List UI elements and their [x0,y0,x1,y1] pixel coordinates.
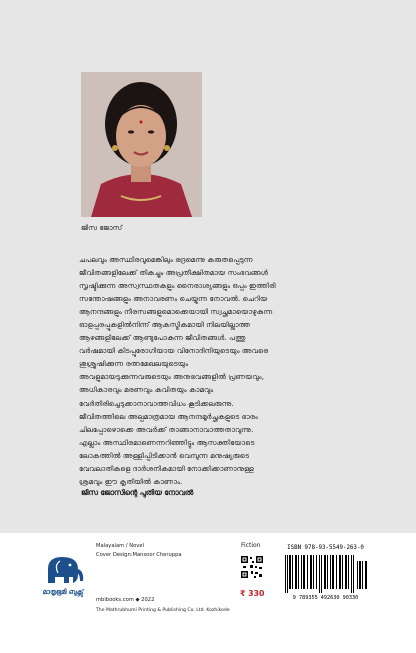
blurb-line: അധികാരവും മരണവും കവിതയും കാമവും [79,385,214,395]
blurb-line: വർഷമായി കിടപ്പുരോഗിയായ വിനോദിനിയുടെയും അവരെ [79,346,269,356]
category-label: Malayalam / Novel [96,543,144,549]
publisher-logo-text: മാതൃഭൂമി ബുക്സ് [42,588,84,596]
website-link[interactable]: mbibooks.com [96,597,134,603]
author-portrait-illustration [81,72,202,217]
elephant-logo-icon [40,553,86,587]
author-photo [81,72,202,217]
blurb-line: വേർതിരിച്ചെടുക്കാനാവാത്തവിധം കൂടിക്കലരുന്നു. [79,398,234,408]
blurb-text [79,253,349,488]
publisher-site [96,597,154,603]
blurb-line: ജീവിതങ്ങളിലേക്ക് തികച്ചും അപ്രതീക്ഷിതമായ സംഭവങ്ങൾ [79,268,268,278]
blurb-line: ചിലപ്പോഴൊക്കെ അവർക്ക് താങ്ങാനാവാത്തതാവുന്നു. [79,424,254,434]
new-novel-tagline: ജിസ ജോസിന്റെ പുതിയ നോവൽ [81,488,194,497]
publisher-name: The Mathrubhumi Printing & Publishing Co. Ltd. Kozhikode [96,608,230,613]
book-meta [96,542,182,560]
cover-footer [0,533,416,653]
publisher-logo [40,553,86,597]
blurb-line: ഓളപ്പരപ്പുകളിൽനിന്ന് ആകസ്മികമായി നിലയില്ലാത്ത [79,320,251,330]
isbn-label: ISBN 978-93-5549-263-0 [283,543,368,554]
blurb-line: അവളുമായടുക്കുന്നവരുടെയും അനുഭവങ്ങളിൽ പ്രണയവും, [79,372,264,382]
blurb-line: ശുശ്രൂഷിക്കുന്ന രത്നമേഖലയുടെയും [79,359,189,369]
blurb-line: ജീവിതത്തിലെ അല്പമാത്രമായ ആനന്ദമൂർച്ഛകളുടെ ഭാരം [79,411,258,421]
blurb-line: വേവലാതികളെ ദാർശനികമായി നോക്കിക്കാണാനുള്ള [79,463,254,473]
publication-year: ◆ 2022 [135,597,155,603]
blurb-line: സൃഷ്ടിക്കുന്ന അസ്വസ്ഥതകളും നൈരാശ്യങ്ങളും ഒപ്പം ഇത്തിരി [79,281,276,291]
price-label: ₹ 330 [240,589,265,598]
barcode-digits: 9 789355 492630 90330 [292,595,359,601]
cover-design-credit: Cover Design:Mansoor Cheruppa [96,552,182,558]
blurb-line: ലോകത്തിൽ അള്ളിപ്പിടിക്കാൻ വെമ്പുന്ന മനുഷ്യരുടെ [79,450,250,460]
blurb-line: എല്ലാം അസ്ഥിരമാണെന്നറിഞ്ഞിട്ടും ആസക്തിയോടെ [79,437,255,447]
blurb-line: ആഴങ്ങളിലേക്ക് ആണ്ടുപോകുന്ന ജീവിതങ്ങൾ. പത്തു [79,333,246,343]
blurb-line: സന്തോഷങ്ങളും അനാവരണം ചെയ്യുന്ന നോവൽ. ചെറിയ [79,294,268,304]
author-caption: ജിസ ജോസ് [81,224,123,232]
blurb-line: ശ്രമവും ഈ കൃതിയിൽ കാണാം. [79,476,183,486]
blurb-line: ആനന്ദങ്ങളും നീരസങ്ങളുമൊക്കെയായി സ്വച്ഛമായൊഴുകുന്ന [79,307,273,317]
qr-code-icon [240,555,264,579]
genre-label: Fiction [241,542,261,549]
blurb-line: ചപലവും അസ്ഥിരവുമെങ്കിലും ഭദ്രമെന്നു കരുതപ്പെടുന്ന [79,255,253,264]
barcode-icon [283,555,368,593]
